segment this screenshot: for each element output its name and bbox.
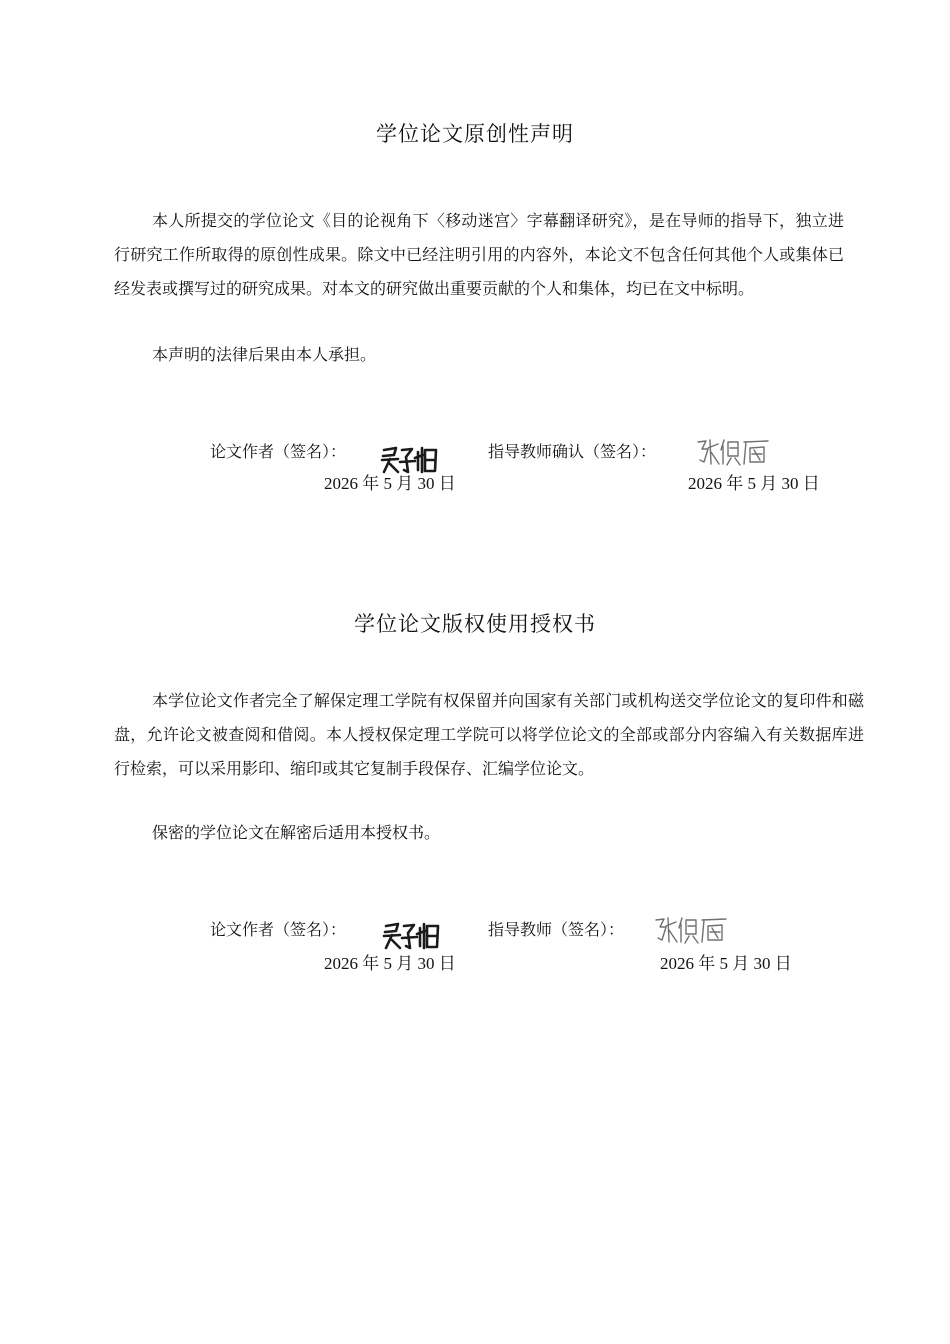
declaration-paragraph-2: 本声明的法律后果由本人承担。: [152, 345, 377, 364]
authorization-supervisor-signature: [652, 912, 730, 946]
declaration-author-label: 论文作者（签名）：: [210, 442, 347, 461]
declaration-supervisor-label: 指导教师确认（签名）：: [488, 442, 657, 461]
authorization-paragraph-2: 保密的学位论文在解密后适用本授权书。: [152, 823, 441, 842]
authorization-author-signature: [380, 918, 442, 952]
declaration-author-signature: [378, 442, 440, 476]
authorization-supervisor-date: 2026 年 5 月 30 日: [660, 954, 792, 973]
declaration-title: 学位论文原创性声明: [376, 122, 574, 146]
authorization-supervisor-label: 指导教师（签名）：: [488, 920, 625, 939]
authorization-author-label: 论文作者（签名）：: [210, 920, 347, 939]
authorization-paragraph-1: 本学位论文作者完全了解保定理工学院有权保留并向国家有关部门或机构送交学位论文的复印件和磁盘，允许论文被查阅和借阅。本人授权保定理工学院可以将学位论文的全部或部分内容编入有关数据库进行检索，可以采用影印、缩印或其它复制手段保存、汇编学位论文。: [114, 691, 864, 778]
declaration-supervisor-signature: [694, 434, 772, 468]
declaration-paragraph-1: 本人所提交的学位论文《目的论视角下〈移动迷宫〉字幕翻译研究》，是在导师的指导下，独立进行研究工作所取得的原创性成果。除文中已经注明引用的内容外，本论文不包含任何其他个人或集体已经发表或撰写过的研究成果。对本文的研究做出重要贡献的个人和集体，均已在文中标明。: [114, 211, 844, 298]
authorization-title: 学位论文版权使用授权书: [354, 612, 596, 636]
authorization-author-date: 2026 年 5 月 30 日: [324, 954, 456, 973]
declaration-author-date: 2026 年 5 月 30 日: [324, 474, 456, 493]
declaration-supervisor-date: 2026 年 5 月 30 日: [688, 474, 820, 493]
